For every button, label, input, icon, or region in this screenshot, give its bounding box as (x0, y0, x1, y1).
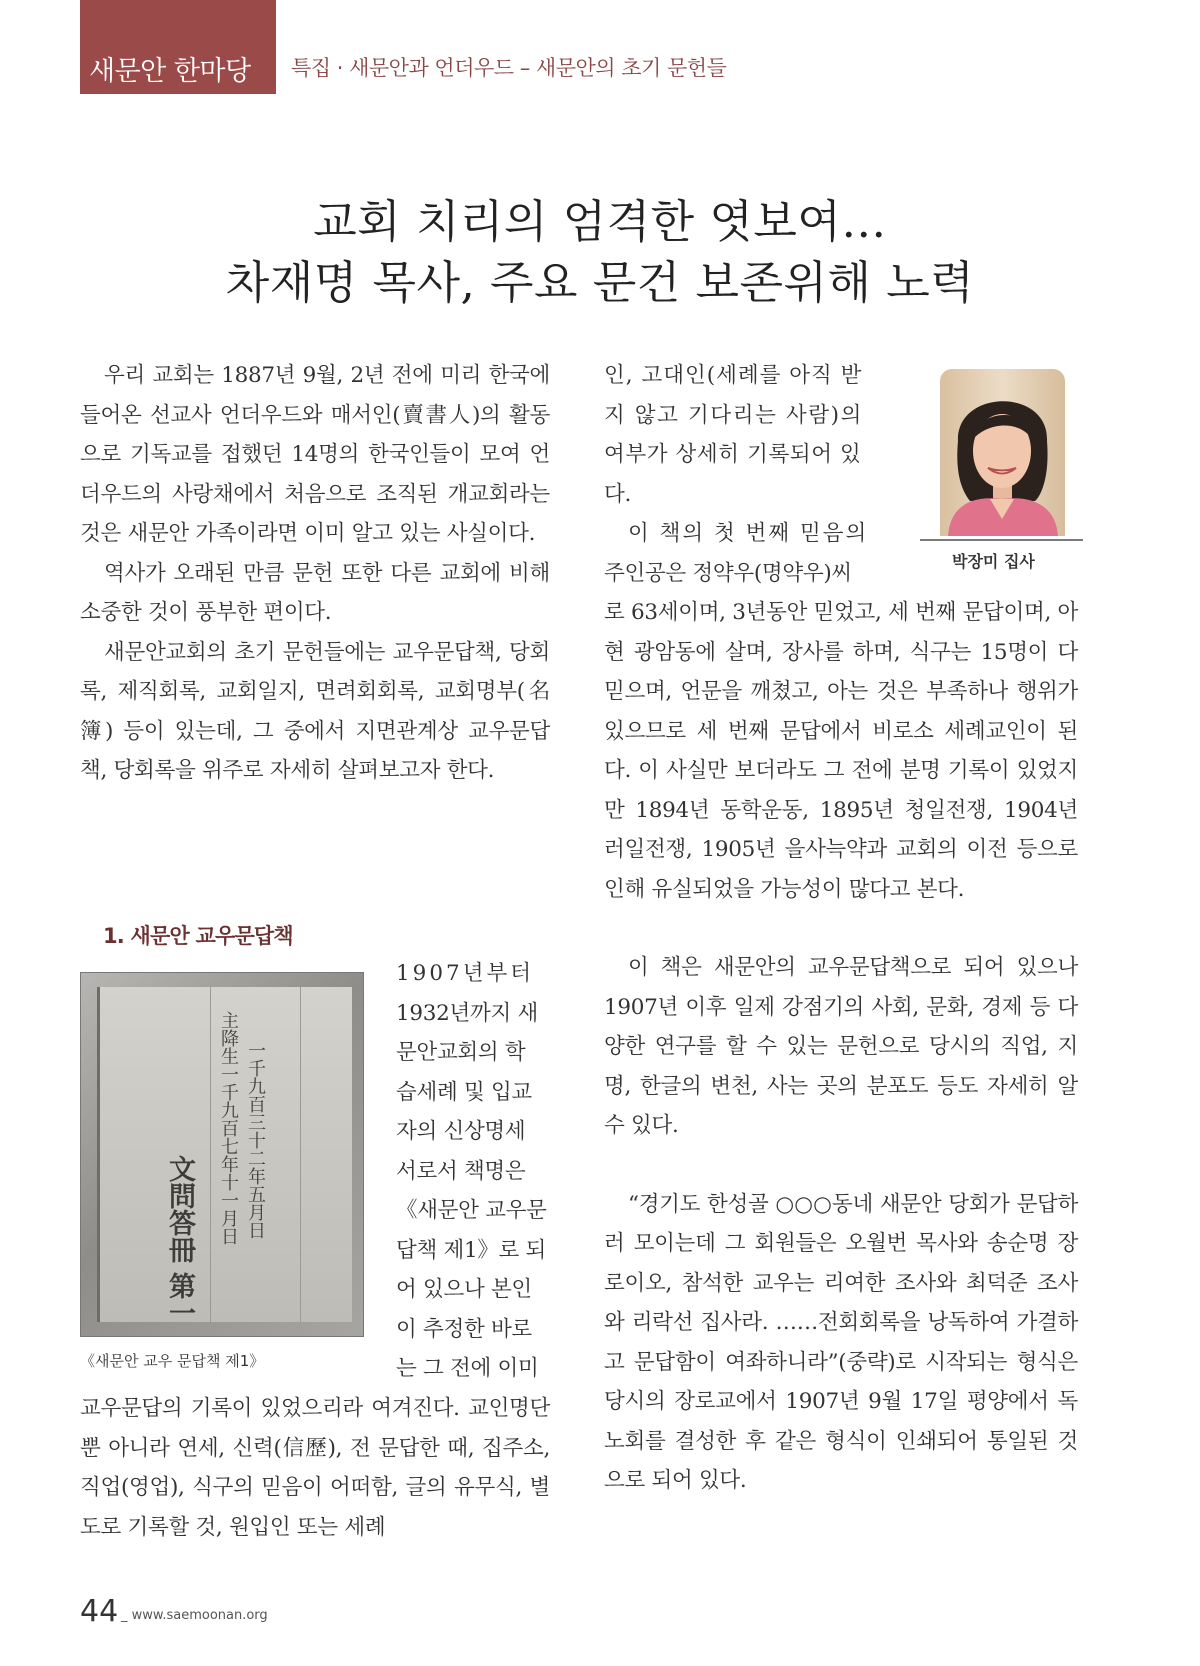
document-rule (300, 987, 301, 1322)
wrap-line: 어 있으나 본인 (396, 1277, 532, 1302)
article-title-line2: 차재명 목사, 주요 문건 보존위해 노력 (225, 256, 975, 309)
portrait-illustration (940, 369, 1065, 536)
paragraph-catechism-record: 교우문답의 기록이 있었으리라 여겨진다. 교인명단뿐 아니라 연세, 신력(信歷), 전 문답한 때, 집주소, 직업(영업), 식구의 믿음이 어떠함, 글의 유무식, 별도로 기록할 것, 원입인 또는 세례 (80, 1396, 550, 1540)
document-inscription-left: 一千九百三十二年五月日 (245, 1041, 266, 1239)
right-wrap-text (604, 356, 904, 593)
wrap-line: 다. (604, 481, 632, 507)
article-title-line1: 교회 치리의 엄격한 엿보여… (313, 195, 887, 248)
wrap-line: 여부가 상세히 기록되어 있 (604, 442, 862, 467)
paragraph-quotation: “경기도 한성골 ○○○동네 새문안 당회가 문답하러 모이는데 그 회원들은 오월번 목사와 송순명 장로이오, 참석한 교우는 리여한 조사와 최덕준 조사와 리락선 집사라. ……전회회록을 낭독하여 가결하고 문답함이 여좌하니라”(중략)로 시작되는 형식은 당시의 장로교에서 1907년 9월 17일 평양에서 독노회를 결성한 후 같은 형식이 인쇄되어 통일된 것으로 되어 있다. (604, 1191, 1078, 1493)
document-inscription-right: 主降生一千九百七年十一月日 (218, 1011, 239, 1245)
page-number: 44 (80, 1594, 119, 1629)
document-title-text: 文問答冊 第一 (164, 1155, 195, 1327)
wrap-line: 이 책의 첫 번째 믿음의 (628, 521, 869, 546)
wrap-line: 주인공은 정약우(명약우)씨 (604, 560, 852, 586)
wrap-line: 《새문안 교우문 (396, 1198, 547, 1223)
paragraph-intro: 우리 교회는 1887년 9월, 2년 전에 미리 한국에 들어온 선교사 언더우드와 매서인(賣書人)의 활동으로 기독교를 접했던 14명의 한국인들이 모여 언더우드의 사랑채에서 처음으로 조직된 개교회라는 것은 새문안 가족이라면 이미 알고 있는 사실이다. (80, 363, 550, 546)
paragraph-documents: 새문안교회의 초기 문헌들에는 교우문답책, 당회록, 제직회록, 교회일지, 면려회회록, 교회명부(名簿) 등이 있는데, 그 중에서 지면관계상 교우문답책, 당회록을 위주로 자세히 살펴보고자 한다. (80, 639, 550, 783)
section-heading: 1. 새문안 교우문답책 (103, 924, 293, 948)
left-wrap-text (396, 954, 556, 1389)
paragraph-first-believer: 로 63세이며, 3년동안 믿었고, 세 번째 문답이며, 아현 광암동에 살며, 장사를 하며, 식구는 15명이 다 믿으며, 언문을 깨쳤고, 아는 것은 부족하나 행위가 있으므로 세 번째 문답에서 비로소 세례교인이 된다. 이 사실만 보더라도 그 전에 분명 기록이 있었지만 1894년 동학운동, 1895년 청일전쟁, 1904년 러일전쟁, 1905년 을사늑약과 교회의 이전 등으로 인해 유실되었을 가능성이 많다고 본다. (604, 600, 1078, 902)
paragraph-research-value: 이 책은 새문안의 교우문답책으로 되어 있으나 1907년 이후 일제 강점기의 사회, 문화, 경제 등 다양한 연구를 할 수 있는 문헌으로 당시의 직업, 지명, 한글의 변천, 사는 곳의 분포도 등도 자세히 알 수 있다. (604, 955, 1078, 1138)
paragraph-history: 역사가 오래된 만큼 문헌 또한 다른 교회에 비해 소중한 것이 풍부한 편이다. (80, 560, 550, 625)
wrap-line: 자의 신상명세 (396, 1119, 526, 1144)
document-page (97, 987, 352, 1327)
wrap-line: 서로서 책명은 (396, 1158, 526, 1184)
wrap-line: 인, 고대인(세례를 아직 받 (604, 363, 863, 388)
left-column-top (80, 356, 550, 791)
portrait-caption: 박장미 집사 (952, 552, 1035, 571)
section-label: 새문안 한마당 (80, 0, 276, 94)
portrait-photo (940, 369, 1065, 536)
wrap-line: 지 않고 기다리는 사람)의 (604, 402, 863, 428)
portrait-rule (920, 539, 1083, 541)
footer-url: _ www.saemoonan.org (121, 1608, 268, 1623)
wrap-line: 1907년부터 (396, 961, 535, 986)
document-caption: 《새문안 교우 문답책 제1》 (80, 1352, 265, 1370)
wrap-line: 1932년까지 새 (396, 1000, 538, 1026)
document-photo (80, 972, 364, 1337)
document-rule (210, 987, 211, 1322)
wrap-line: 는 그 전에 이미 (396, 1356, 539, 1381)
wrap-line: 문안교회의 학 (396, 1040, 526, 1065)
wrap-line: 습세례 및 입교 (396, 1079, 532, 1105)
wrap-line: 이 추정한 바로 (396, 1316, 532, 1342)
left-column-bottom (80, 1389, 550, 1547)
wrap-line: 답책 제1》로 되 (396, 1237, 546, 1263)
header-subtitle: 특집 · 새문안과 언더우드 – 새문안의 초기 문헌들 (291, 56, 727, 80)
right-column-body (604, 593, 1078, 1501)
